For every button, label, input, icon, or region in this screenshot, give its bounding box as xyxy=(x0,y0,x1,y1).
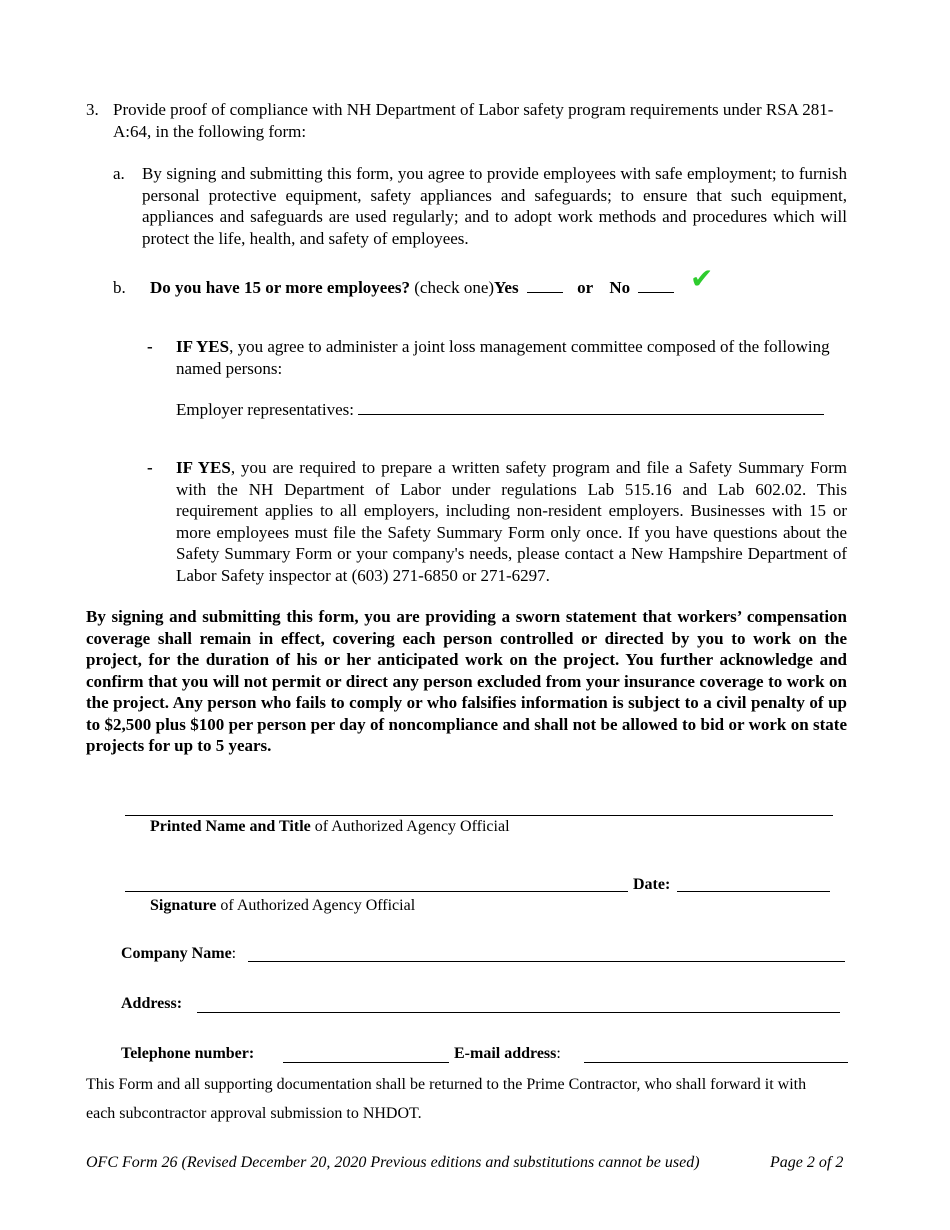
employer-representatives-label: Employer representatives: xyxy=(176,400,354,419)
yes-option-label: Yes xyxy=(494,278,519,297)
bullet-1-text xyxy=(176,336,841,379)
sworn-statement: By signing and submitting this form, you are providing a sworn statement that workers’ compensation coverage shall remain in effect, covering each person controlled or directed by you to work on the project, for the duration of his or her anticipated work on the project. You further acknowledge and confirm that you will not permit or direct any person excluded from your insurance coverage to work on the project. Any person who fails to comply or who falsifies information is subject to a civil penalty of up to $2,500 plus $100 per person per day of noncompliance and shall not be allowed to bid or work on state projects for up to 5 years. xyxy=(86,607,847,755)
employee-count-question: Do you have 15 or more employees? xyxy=(150,278,411,297)
signature-caption-rest: of Authorized Agency Official xyxy=(216,897,416,914)
email-field[interactable] xyxy=(584,1062,848,1063)
return-note-line-1: This Form and all supporting documentation shall be returned to the Prime Contractor, who shall forward it with xyxy=(86,1076,807,1093)
telephone-label: Telephone number: xyxy=(121,1045,255,1062)
no-checkbox-blank[interactable] xyxy=(638,278,674,293)
printed-name-caption-bold: Printed Name and Title xyxy=(150,818,311,835)
checkmark-icon: ✔ xyxy=(690,262,714,295)
bullet-2-text xyxy=(176,457,847,586)
address-label: Address: xyxy=(121,995,183,1012)
date-label: Date: xyxy=(633,876,671,893)
footer-form-info: OFC Form 26 (Revised December 20, 2020 Previous editions and substitutions cannot be used) xyxy=(86,1154,700,1171)
bullet-2-lead: IF YES xyxy=(176,458,231,477)
email-label xyxy=(454,1045,561,1063)
bullet-2-body: , you are required to prepare a written safety program and file a Safety Summary Form with the NH Department of Labor under regulations Lab 515.16 and Lab 602.02. This requirement applies to all employers, including non-resident employers. Businesses with 15 or more employees must file the Safety Summary Form only once. If you have questions about the Safety Summary Form or your company's needs, please contact a New Hampshire Department of Labor Safety inspector at (603) 271-6850 or 271-6297. xyxy=(176,458,847,585)
no-option-label: No xyxy=(609,278,631,297)
signature-field[interactable] xyxy=(125,891,628,892)
footer-page-number: Page 2 of 2 xyxy=(770,1154,844,1171)
item-b-letter: b. xyxy=(113,278,126,297)
company-name-label-bold: Company Name xyxy=(121,945,232,962)
item-3-number: 3. xyxy=(86,100,99,119)
bullet-1-body: , you agree to administer a joint loss management committee composed of the following named persons: xyxy=(176,337,830,378)
bullet-1-lead: IF YES xyxy=(176,337,230,356)
company-name-label xyxy=(121,945,236,963)
company-name-colon: : xyxy=(231,945,237,962)
email-colon: : xyxy=(556,1045,561,1062)
printed-name-caption-rest: of Authorized Agency Official xyxy=(310,818,510,835)
item-a-text: By signing and submitting this form, you agree to provide employees with safe employment; to furnish personal protective equipment, safety appliances and safeguards; to ensure that such equipment, appliances and safeguards are used regularly; and to adopt work methods and procedures which will protect the life, health, and safety of employees. xyxy=(142,164,847,248)
employer-representatives-field[interactable] xyxy=(358,400,824,415)
signature-caption xyxy=(150,897,415,915)
telephone-field[interactable] xyxy=(283,1062,449,1063)
employer-representatives-row xyxy=(176,399,824,421)
signature-caption-bold: Signature xyxy=(150,897,217,914)
address-field[interactable] xyxy=(197,1012,840,1013)
item-a-letter: a. xyxy=(113,164,125,183)
company-name-field[interactable] xyxy=(248,961,845,962)
item-3-text: Provide proof of compliance with NH Department of Labor safety program requirements under RSA 281-A:64, in the following form: xyxy=(113,100,834,141)
bullet-dash-2: - xyxy=(147,458,153,477)
bullet-dash-1: - xyxy=(147,337,153,356)
employee-count-question-row xyxy=(150,277,674,299)
date-field[interactable] xyxy=(677,891,830,892)
check-one-hint: (check one) xyxy=(414,278,495,297)
printed-name-caption xyxy=(150,818,510,836)
return-note-line-2: each subcontractor approval submission to NHDOT. xyxy=(86,1105,422,1122)
yes-checkbox-blank[interactable] xyxy=(527,278,563,293)
printed-name-field[interactable] xyxy=(125,815,833,816)
email-label-bold: E-mail address xyxy=(454,1045,557,1062)
or-label: or xyxy=(577,278,594,297)
